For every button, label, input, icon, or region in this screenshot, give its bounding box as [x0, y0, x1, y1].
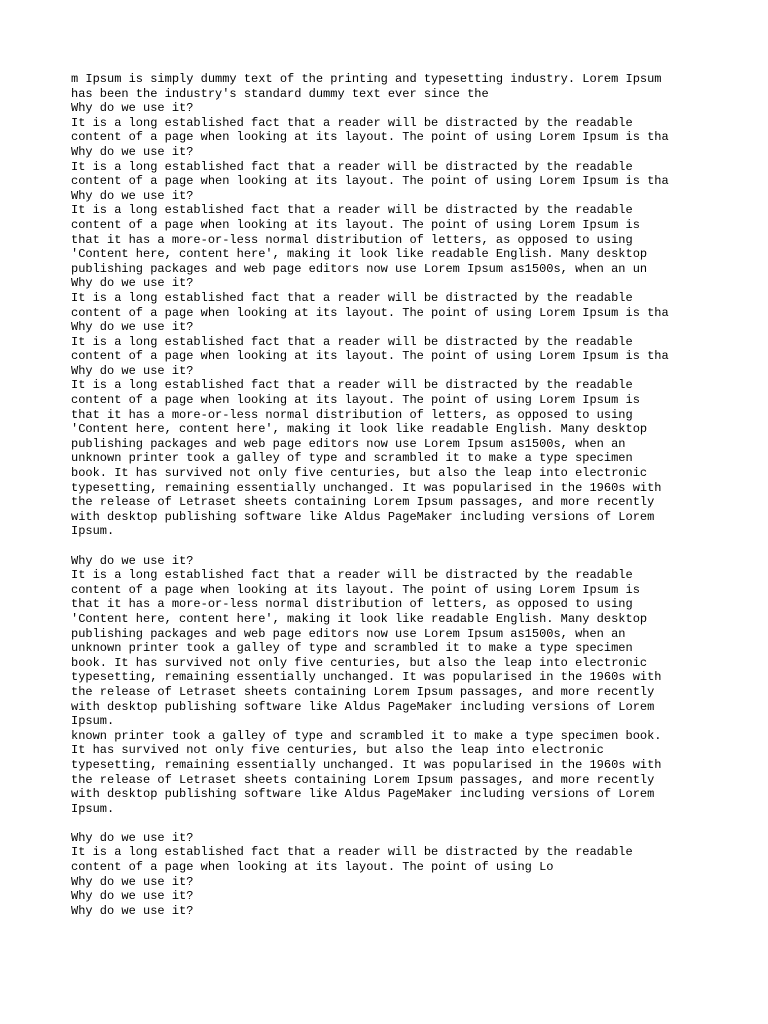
text-line: unknown printer took a galley of type and scrambled it to make a type specimen — [71, 641, 633, 656]
text-line: the release of Letraset sheets containing Lorem Ipsum passages, and more recently — [71, 495, 655, 510]
text-line: book. It has survived not only five centuries, but also the leap into electronic — [71, 466, 648, 481]
text-line: that it has a more-or-less normal distribution of letters, as opposed to using — [71, 232, 633, 247]
text-line: that it has a more-or-less normal distribution of letters, as opposed to using — [71, 407, 633, 422]
text-line: content of a page when looking at its layout. The point of using Lo — [71, 860, 554, 875]
text-line: It is a long established fact that a reader will be distracted by the readable — [71, 568, 633, 583]
text-line: publishing packages and web page editors now use Lorem Ipsum as1500s, when an — [71, 436, 626, 451]
text-line: the release of Letraset sheets containing Lorem Ipsum passages, and more recently — [71, 772, 655, 787]
text-line: Ipsum. — [71, 524, 115, 539]
text-line: Why do we use it? — [71, 874, 194, 889]
text-line: Why do we use it? — [71, 320, 194, 335]
text-line: It is a long established fact that a reader will be distracted by the readable — [71, 378, 633, 393]
document-page — [71, 72, 761, 1012]
text-line: typesetting, remaining essentially unchanged. It was popularised in the 1960s with — [71, 480, 662, 495]
text-line: with desktop publishing software like Aldus PageMaker including versions of Lorem — [71, 787, 655, 802]
text-line: It is a long established fact that a reader will be distracted by the readable — [71, 845, 633, 860]
text-line: with desktop publishing software like Aldus PageMaker including versions of Lorem — [71, 699, 655, 714]
text-line: It is a long established fact that a reader will be distracted by the readable — [71, 334, 633, 349]
text-line: 'Content here, content here', making it look like readable English. Many desktop — [71, 422, 648, 437]
text-line: Ipsum. — [71, 801, 115, 816]
text-line: known printer took a galley of type and scrambled it to make a type specimen book. — [71, 728, 662, 743]
text-line: that it has a more-or-less normal distribution of letters, as opposed to using — [71, 597, 633, 612]
text-line: 'Content here, content here', making it look like readable English. Many desktop — [71, 247, 648, 262]
text-line: content of a page when looking at its layout. The point of using Lorem Ipsum is tha — [71, 349, 669, 364]
text-line: It is a long established fact that a reader will be distracted by the readable — [71, 203, 633, 218]
text-line: book. It has survived not only five centuries, but also the leap into electronic — [71, 655, 648, 670]
text-line: 'Content here, content here', making it look like readable English. Many desktop — [71, 611, 648, 626]
text-line: Ipsum. — [71, 714, 115, 729]
text-line: Why do we use it? — [71, 101, 194, 116]
text-line: Why do we use it? — [71, 188, 194, 203]
text-line: It has survived not only five centuries, but also the leap into electronic — [71, 743, 604, 758]
text-line: Why do we use it? — [71, 903, 194, 918]
text-line: content of a page when looking at its layout. The point of using Lorem Ipsum is tha — [71, 305, 669, 320]
text-line: content of a page when looking at its layout. The point of using Lorem Ipsum is tha — [71, 174, 669, 189]
text-line: It is a long established fact that a reader will be distracted by the readable — [71, 115, 633, 130]
text-line: It is a long established fact that a reader will be distracted by the readable — [71, 290, 633, 305]
text-line: publishing packages and web page editors now use Lorem Ipsum as1500s, when an un — [71, 261, 648, 276]
text-line: content of a page when looking at its layout. The point of using Lorem Ipsum is tha — [71, 130, 669, 145]
text-line: content of a page when looking at its layout. The point of using Lorem Ipsum is — [71, 217, 640, 232]
text-line: the release of Letraset sheets containing Lorem Ipsum passages, and more recently — [71, 684, 655, 699]
text-line: Why do we use it? — [71, 830, 194, 845]
text-line: publishing packages and web page editors now use Lorem Ipsum as1500s, when an — [71, 626, 626, 641]
text-line: unknown printer took a galley of type and scrambled it to make a type specimen — [71, 451, 633, 466]
text-line: Why do we use it? — [71, 276, 194, 291]
text-line: Why do we use it? — [71, 889, 194, 904]
text-line: It is a long established fact that a reader will be distracted by the readable — [71, 159, 633, 174]
text-line: with desktop publishing software like Aldus PageMaker including versions of Lorem — [71, 509, 655, 524]
text-line: Why do we use it? — [71, 553, 194, 568]
text-line: Why do we use it? — [71, 363, 194, 378]
document-body-text — [71, 72, 761, 918]
text-line: content of a page when looking at its layout. The point of using Lorem Ipsum is — [71, 393, 640, 408]
text-line: Why do we use it? — [71, 144, 194, 159]
text-line: has been the industry's standard dummy text ever since the — [71, 86, 489, 101]
text-line: m Ipsum is simply dummy text of the printing and typesetting industry. Lorem Ipsum — [71, 72, 662, 86]
text-line: typesetting, remaining essentially unchanged. It was popularised in the 1960s with — [71, 757, 662, 772]
text-line: typesetting, remaining essentially unchanged. It was popularised in the 1960s with — [71, 670, 662, 685]
text-line: content of a page when looking at its layout. The point of using Lorem Ipsum is — [71, 582, 640, 597]
